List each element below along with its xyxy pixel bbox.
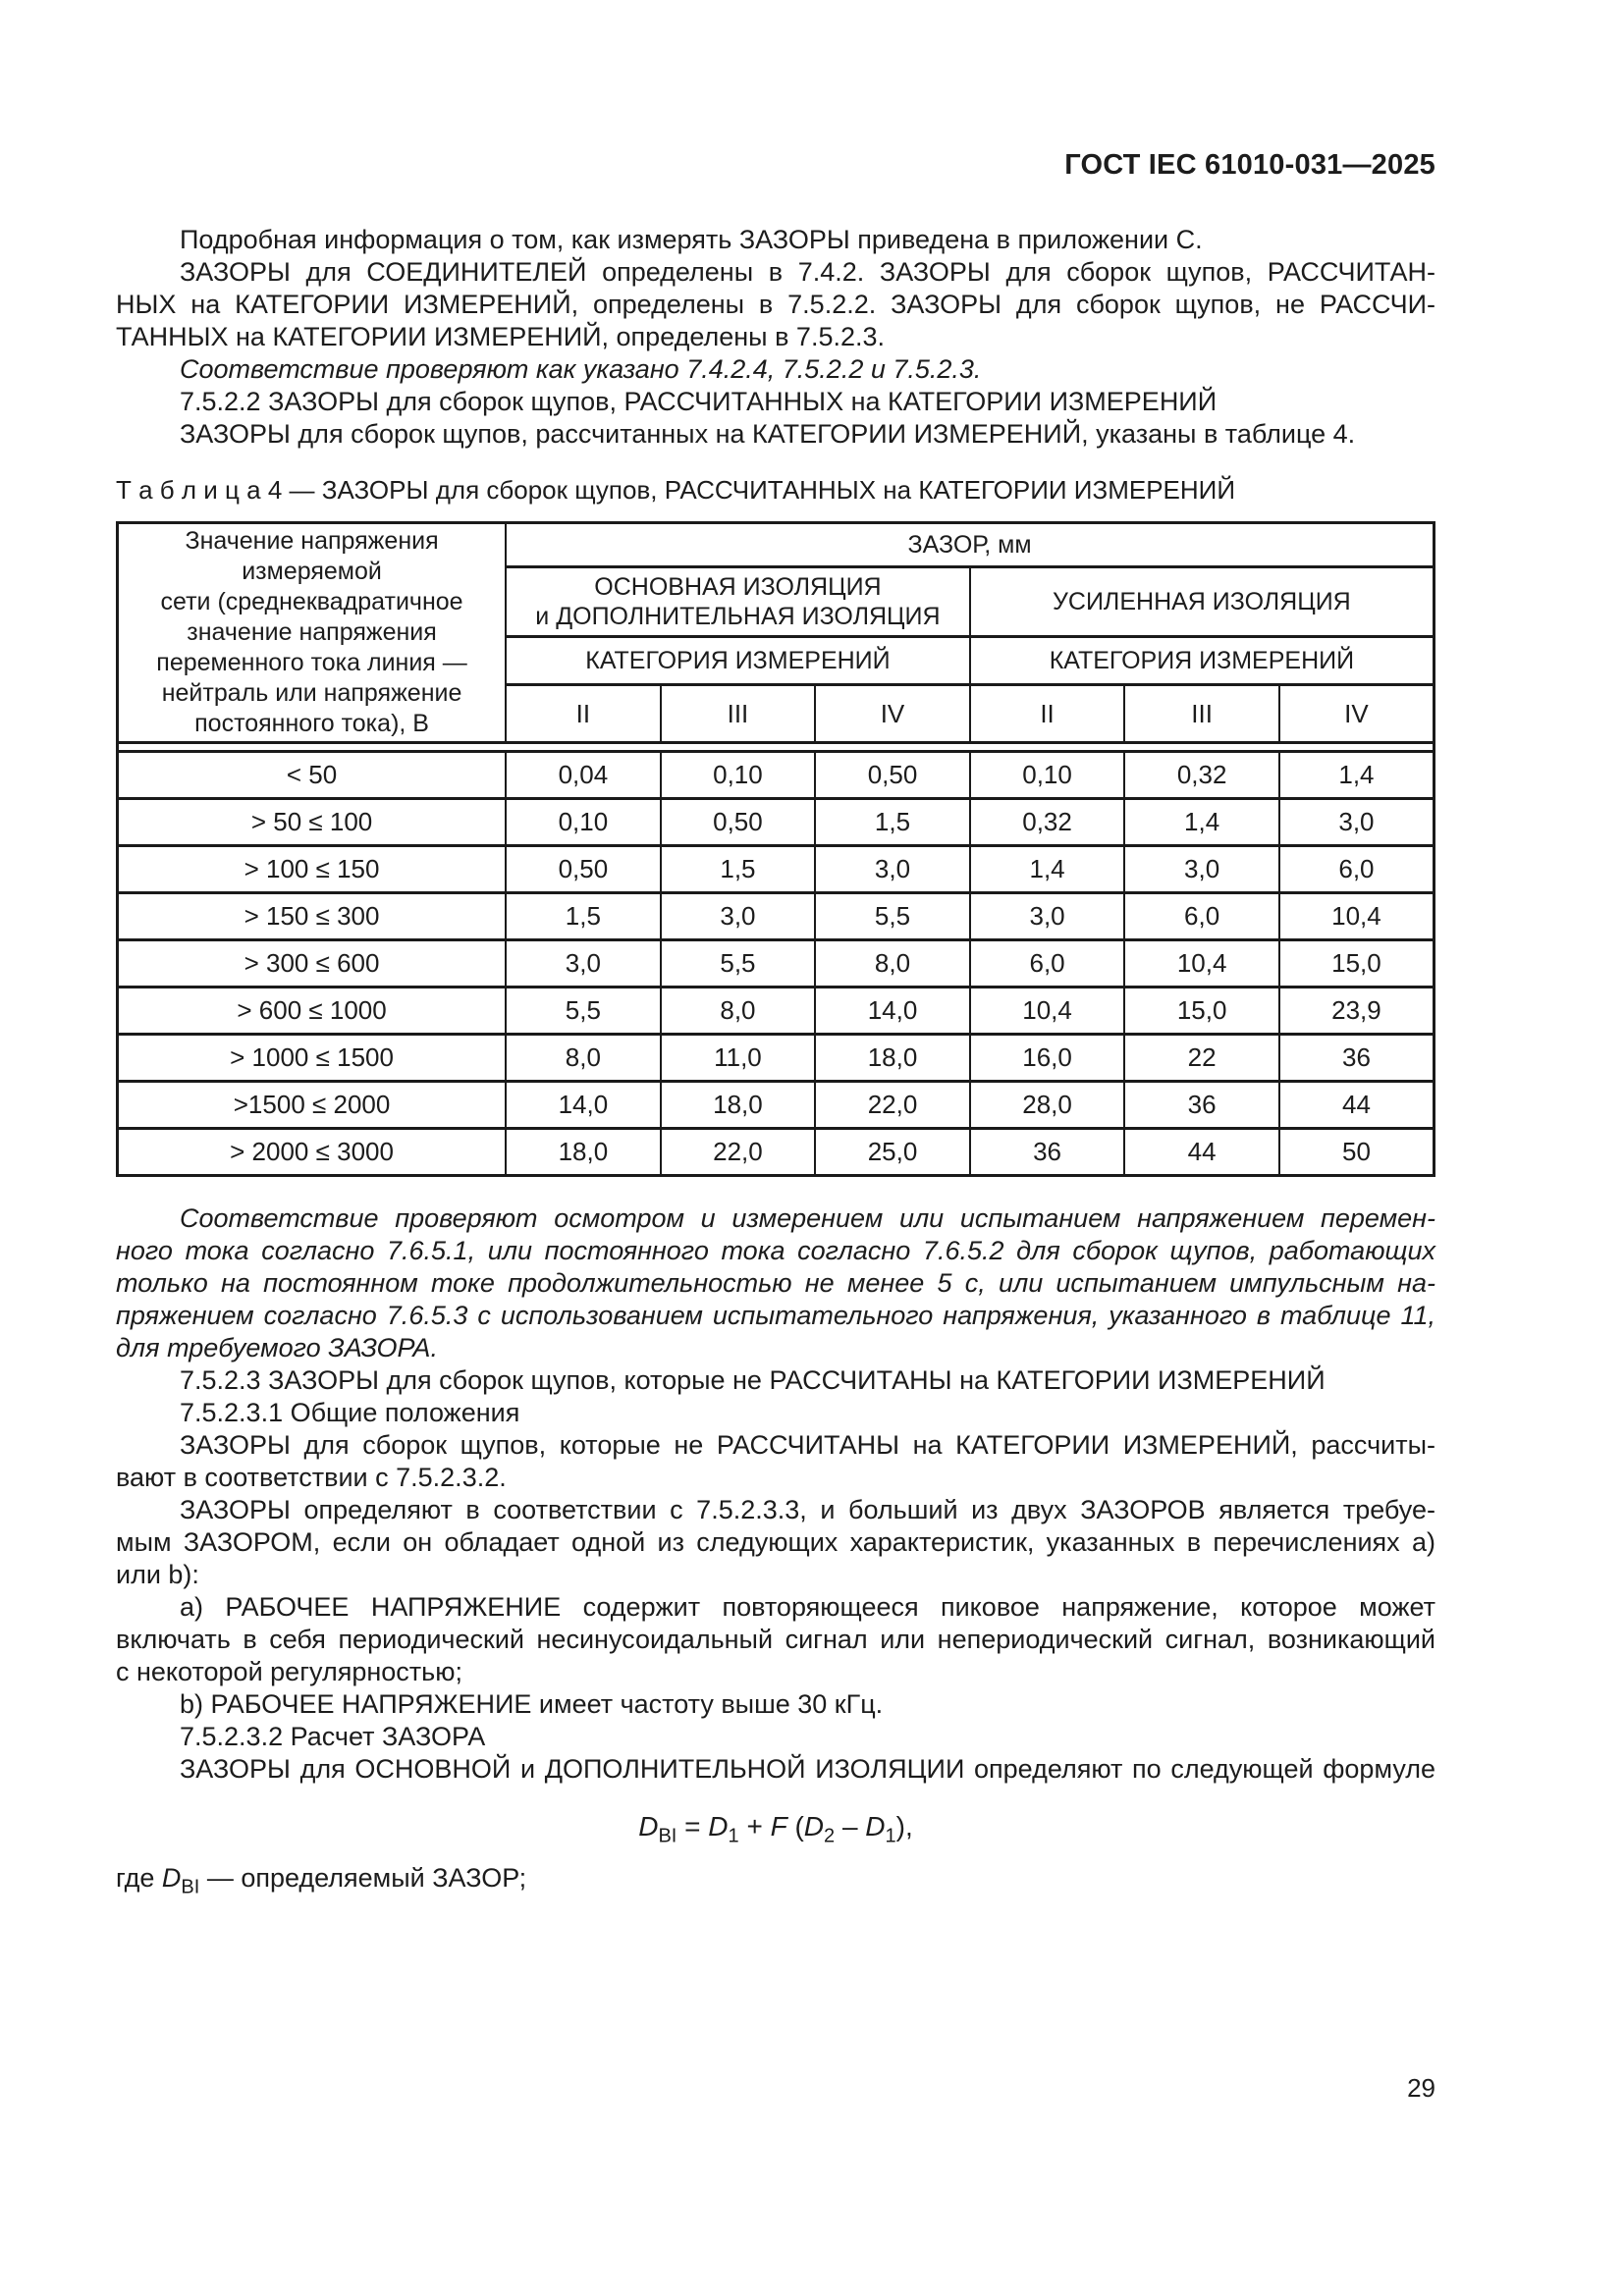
paragraph-line: ЗАЗОРЫ для СОЕДИНИТЕЛЕЙ определены в 7.4.2. ЗАЗОРЫ для сборок щупов, РАССЧИТАН- [180, 257, 1435, 287]
formula-operator: – [841, 1811, 858, 1842]
measurement-category-header: КАТЕГОРИЯ ИЗМЕРЕНИЙ [506, 637, 970, 685]
col1-header-line: значение напряжения [187, 618, 437, 646]
table-cell: 0,10 [970, 752, 1125, 799]
paragraph-formula-intro: ЗАЗОРЫ для ОСНОВНОЙ и ДОПОЛНИТЕЛЬНОЙ ИЗОЛЯЦИИ определяют по следующей формуле [180, 1754, 1435, 1784]
table-cell: 18,0 [506, 1129, 661, 1176]
table-cell: 1,4 [1279, 752, 1435, 799]
col1-header-line: нейтраль или напряжение [161, 679, 462, 707]
table-row [118, 988, 1435, 1035]
paragraph-line: мым ЗАЗОРОМ, если он обладает одной из следующих характеристик, указанных в перечислениях a) [116, 1527, 1435, 1557]
col1-header-line: постоянного тока), В [194, 710, 429, 737]
paragraph-line: Соответствие проверяют осмотром и измерением или испытанием напряжением перемен- [180, 1203, 1435, 1233]
table-cell: 6,0 [1124, 893, 1279, 940]
table-cell: 3,0 [1279, 799, 1435, 846]
where-prefix: где [116, 1863, 155, 1893]
table-row [118, 1082, 1435, 1129]
formula-subscript: 1 [885, 1825, 896, 1847]
insulation-header-line: и ДОПОЛНИТЕЛЬНАЯ ИЗОЛЯЦИЯ [535, 603, 941, 630]
paragraph-calc-ref [116, 1429, 1435, 1494]
insulation-header-line: ОСНОВНАЯ ИЗОЛЯЦИЯ [594, 573, 882, 601]
paragraph-line: НЫХ на КАТЕГОРИИ ИЗМЕРЕНИЙ, определены в 7.5.2.2. ЗАЗОРЫ для сборок щупов, не РАССЧИ- [116, 290, 1435, 319]
voltage-range-cell: > 100 ≤ 150 [118, 846, 507, 893]
formula-operator: = [684, 1811, 701, 1842]
table-cell: 22 [1124, 1035, 1279, 1082]
paragraph-line: ТАННЫХ на КАТЕГОРИИ ИЗМЕРЕНИЙ, определены в 7.5.2.3. [116, 322, 885, 351]
table-cell: 1,5 [815, 799, 970, 846]
table-cell: 5,5 [661, 940, 816, 988]
formula-var: F [770, 1811, 787, 1842]
table-caption: Т а б л и ц а 4 — ЗАЗОРЫ для сборок щупов, РАССЧИТАННЫХ на КАТЕГОРИИ ИЗМЕРЕНИЙ [116, 475, 1236, 505]
paragraph-line: или b): [116, 1560, 199, 1589]
paragraph-clearance-determination [116, 1494, 1435, 1591]
table-col1-header [118, 523, 507, 743]
table-cell: 15,0 [1124, 988, 1279, 1035]
formula-subscript: BI [658, 1825, 677, 1847]
paragraph-line: пряжением согласно 7.6.5.3 с использованием испытательного напряжения, указанного в таблице 11, [116, 1301, 1435, 1330]
table-cell: 1,5 [661, 846, 816, 893]
heading-7-5-2-3-1: 7.5.2.3.1 Общие положения [180, 1398, 520, 1427]
heading-7-5-2-3-2: 7.5.2.3.2 Расчет ЗАЗОРА [180, 1722, 486, 1751]
table-header-row-1 [118, 523, 1435, 567]
paragraph-compliance-ref: Соответствие проверяют как указано 7.4.2.4, 7.5.2.2 и 7.5.2.3. [180, 354, 982, 384]
paragraph-line: для требуемого ЗАЗОРА. [116, 1333, 438, 1362]
formula-var: D [161, 1863, 182, 1893]
basic-insulation-header [506, 567, 970, 637]
table-cell: 3,0 [506, 940, 661, 988]
voltage-range-cell: > 1000 ≤ 1500 [118, 1035, 507, 1082]
table-cell: 36 [970, 1129, 1125, 1176]
table-cell: 16,0 [970, 1035, 1125, 1082]
category-col-header: II [506, 685, 661, 743]
table-cell: 1,5 [506, 893, 661, 940]
voltage-range-cell: > 150 ≤ 300 [118, 893, 507, 940]
paragraph-line: a) РАБОЧЕЕ НАПРЯЖЕНИЕ содержит повторяющееся пиковое напряжение, которое может [180, 1592, 1435, 1622]
measurement-category-header: КАТЕГОРИЯ ИЗМЕРЕНИЙ [970, 637, 1435, 685]
category-col-header: III [1124, 685, 1279, 743]
table-cell: 18,0 [661, 1082, 816, 1129]
formula-var: D [865, 1811, 886, 1842]
voltage-range-cell: > 50 ≤ 100 [118, 799, 507, 846]
paragraph-item-a [116, 1591, 1435, 1688]
table-cell: 22,0 [661, 1129, 816, 1176]
table-row [118, 752, 1435, 799]
paragraph-line: включать в себя периодический несинусоидальный сигнал или непериодический сигнал, возникающий [116, 1625, 1435, 1654]
heading-7-5-2-3: 7.5.2.3 ЗАЗОРЫ для сборок щупов, которые не РАССЧИТАНЫ на КАТЕГОРИИ ИЗМЕРЕНИЙ [180, 1365, 1326, 1395]
table-cell: 15,0 [1279, 940, 1435, 988]
page-number: 29 [1407, 2073, 1435, 2103]
table-cell: 8,0 [815, 940, 970, 988]
table-cell: 8,0 [661, 988, 816, 1035]
table-cell: 0,32 [1124, 752, 1279, 799]
formula-dbi [116, 1807, 1435, 1846]
category-col-header: IV [815, 685, 970, 743]
table-cell: 44 [1124, 1129, 1279, 1176]
paragraph-line: ного тока согласно 7.6.5.1, или постоянного тока согласно 7.6.5.2 для сборок щупов, работающих [116, 1236, 1435, 1265]
col1-header-line: переменного тока линия — [156, 649, 467, 676]
table-cell: 0,50 [815, 752, 970, 799]
table-cell: 5,5 [815, 893, 970, 940]
table-cell: 3,0 [970, 893, 1125, 940]
category-col-header: IV [1279, 685, 1435, 743]
clearance-mm-header: ЗАЗОР, мм [506, 523, 1434, 567]
voltage-range-cell: > 2000 ≤ 3000 [118, 1129, 507, 1176]
paragraph-line: с некоторой регулярностью; [116, 1657, 462, 1686]
col1-header-line: сети (среднеквадратичное [160, 588, 463, 615]
table-cell: 22,0 [815, 1082, 970, 1129]
header-body-separator [118, 743, 1435, 752]
paragraph-item-b: b) РАБОЧЕЕ НАПРЯЖЕНИЕ имеет частоту выше 30 кГц. [180, 1689, 884, 1719]
table-row [118, 1035, 1435, 1082]
table-cell: 0,32 [970, 799, 1125, 846]
paragraph-intro: Подробная информация о том, как измерять ЗАЗОРЫ приведена в приложении С. [180, 225, 1203, 254]
col1-header-line: Значение напряжения измеряемой [185, 527, 439, 585]
formula-subscript: 1 [728, 1825, 739, 1847]
where-definition: — определяемый ЗАЗОР; [206, 1863, 527, 1893]
table-row [118, 846, 1435, 893]
table-cell: 8,0 [506, 1035, 661, 1082]
table-cell: 3,0 [661, 893, 816, 940]
category-col-header: III [661, 685, 816, 743]
table-row [118, 799, 1435, 846]
paragraph-connectors [116, 256, 1435, 353]
table-cell: 18,0 [815, 1035, 970, 1082]
table-cell: 6,0 [970, 940, 1125, 988]
formula-var: D [708, 1811, 729, 1842]
paragraph-line: вают в соответствии с 7.5.2.3.2. [116, 1463, 507, 1492]
table-cell: 6,0 [1279, 846, 1435, 893]
formula-paren: ( [794, 1811, 804, 1842]
formula-where-clause [116, 1862, 1435, 1898]
formula-paren: ), [895, 1811, 913, 1842]
formula-var: D [803, 1811, 825, 1842]
voltage-range-cell: >1500 ≤ 2000 [118, 1082, 507, 1129]
voltage-range-cell: > 300 ≤ 600 [118, 940, 507, 988]
table-row [118, 893, 1435, 940]
running-header: ГОСТ IEC 61010-031—2025 [1064, 149, 1435, 181]
formula-operator: + [746, 1811, 763, 1842]
voltage-range-cell: > 600 ≤ 1000 [118, 988, 507, 1035]
table-cell: 0,04 [506, 752, 661, 799]
table-cell: 36 [1279, 1035, 1435, 1082]
formula-subscript: BI [181, 1876, 200, 1898]
table-cell: 36 [1124, 1082, 1279, 1129]
table-cell: 1,4 [970, 846, 1125, 893]
table-cell: 3,0 [1124, 846, 1279, 893]
page-content [116, 224, 1435, 1898]
formula-var: D [638, 1811, 659, 1842]
category-col-header: II [970, 685, 1125, 743]
table-cell: 11,0 [661, 1035, 816, 1082]
paragraph-compliance-check [116, 1202, 1435, 1364]
table-cell: 14,0 [506, 1082, 661, 1129]
table-cell: 1,4 [1124, 799, 1279, 846]
table-row [118, 940, 1435, 988]
table-cell: 0,10 [661, 752, 816, 799]
paragraph-line: только на постоянном токе продолжительностью не менее 5 с, или испытанием импульсным на- [116, 1268, 1435, 1298]
table-cell: 44 [1279, 1082, 1435, 1129]
voltage-range-cell: < 50 [118, 752, 507, 799]
table-cell: 10,4 [970, 988, 1125, 1035]
paragraph-table-ref: ЗАЗОРЫ для сборок щупов, рассчитанных на КАТЕГОРИИ ИЗМЕРЕНИЙ, указаны в таблице 4. [180, 419, 1356, 449]
table-cell: 5,5 [506, 988, 661, 1035]
reinforced-insulation-header: УСИЛЕННАЯ ИЗОЛЯЦИЯ [970, 567, 1435, 637]
paragraph-line: ЗАЗОРЫ для сборок щупов, которые не РАССЧИТАНЫ на КАТЕГОРИИ ИЗМЕРЕНИЙ, рассчиты- [180, 1430, 1435, 1460]
table-cell: 14,0 [815, 988, 970, 1035]
table-cell: 25,0 [815, 1129, 970, 1176]
table-cell: 0,10 [506, 799, 661, 846]
table-cell: 10,4 [1124, 940, 1279, 988]
formula-subscript: 2 [824, 1825, 836, 1847]
table-cell: 0,50 [661, 799, 816, 846]
table-cell: 0,50 [506, 846, 661, 893]
table-cell: 3,0 [815, 846, 970, 893]
paragraph-line: ЗАЗОРЫ определяют в соответствии с 7.5.2.3.3, и больший из двух ЗАЗОРОВ является требуе- [180, 1495, 1435, 1524]
table-row [118, 1129, 1435, 1176]
heading-7-5-2-2: 7.5.2.2 ЗАЗОРЫ для сборок щупов, РАССЧИТАННЫХ на КАТЕГОРИИ ИЗМЕРЕНИЙ [180, 387, 1218, 416]
table-cell: 28,0 [970, 1082, 1125, 1129]
table-cell: 23,9 [1279, 988, 1435, 1035]
table-cell: 50 [1279, 1129, 1435, 1176]
table-cell: 10,4 [1279, 893, 1435, 940]
table-4-clearances [116, 521, 1435, 1177]
